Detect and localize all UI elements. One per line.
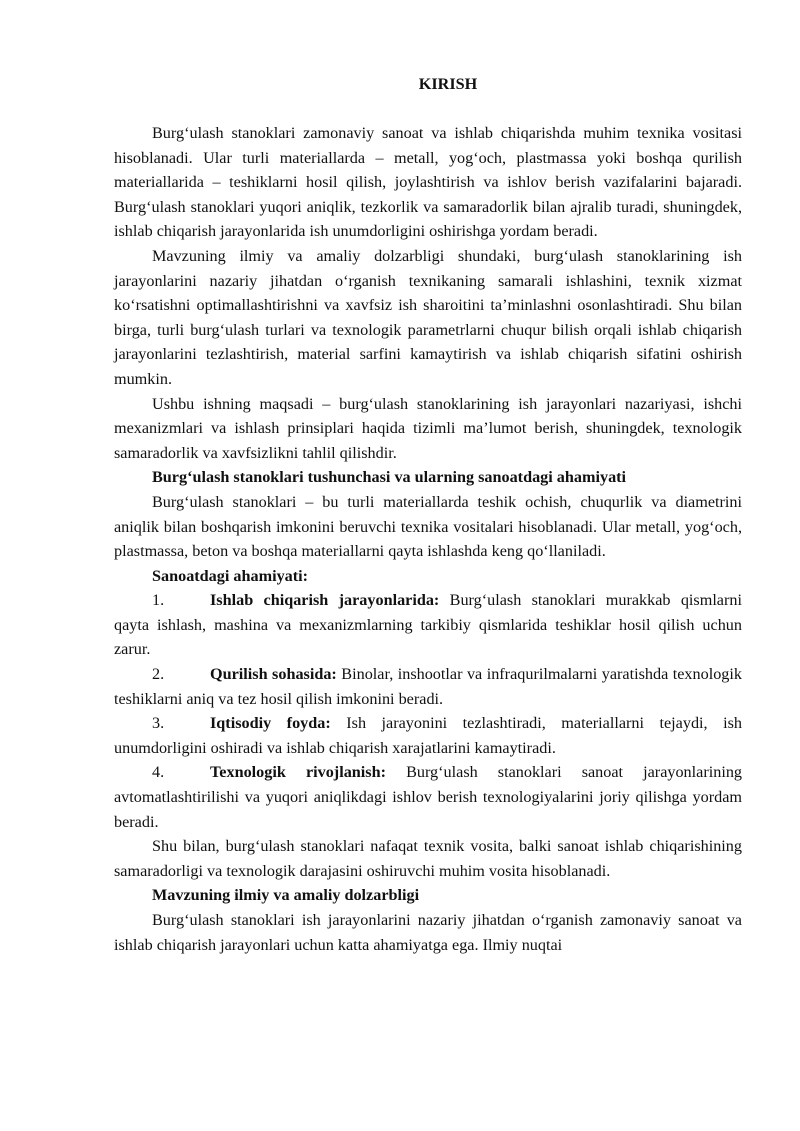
item-term: Qurilish sohasida: (210, 665, 337, 684)
concept-paragraph: Burg‘ulash stanoklari – bu turli materiallarda teshik ochish, chuqurlik va diametrini aniqlik bilan boshqarish imkonini beruvchi texnika vositalari hisoblanadi. Ular metall, yog‘och, plastmassa, beton va boshqa materiallarni qayta ishlashda keng qo‘llaniladi. (114, 492, 742, 561)
item-number: 2. (152, 665, 165, 684)
item-text: Burg‘ulash stanoklari sanoat jarayonlarining avtomatlashtirilishi va yuqori aniqlikdagi ishlov berish texnologiyalarini joriy qilishga yordam beradi. (114, 763, 743, 831)
item-text: Burg‘ulash stanoklari murakkab qismlarni qayta ishlash, mashina va mexanizmlarning tarkibiy qismlarida teshiklar hosil qilish uchun zarur. (114, 591, 742, 659)
importance-item-1 (114, 588, 742, 662)
relevance-paragraph: Burg‘ulash stanoklari ish jarayonlarini nazariy jihatdan o‘rganish zamonaviy sanoat va ishlab chiqarish jarayonlari uchun katta ahamiyatga ega. Ilmiy nuqtai (114, 911, 742, 954)
importance-item-2 (114, 662, 742, 711)
item-term: Ishlab chiqarish jarayonlarida: (210, 591, 440, 610)
importance-item-3 (114, 711, 742, 760)
document-page (114, 72, 742, 957)
item-text: Binolar, inshootlar va infraqurilmalarni yaratishda texnologik teshiklarni aniq va tez hosil qilish imkonini beradi. (114, 665, 742, 708)
item-term: Iqtisodiy foyda: (210, 714, 331, 733)
closing-paragraph: Shu bilan, burg‘ulash stanoklari nafaqat texnik vosita, balki sanoat ishlab chiqarishining samaradorligi va texnologik darajasini oshiruvchi muhim vosita hisoblanadi. (114, 837, 742, 880)
item-term: Texnologik rivojlanish: (210, 763, 386, 782)
importance-item-4 (114, 760, 742, 834)
intro-paragraph-2: Mavzuning ilmiy va amaliy dolzarbligi shundaki, burg‘ulash stanoklarining ish jarayonlarini nazariy jihatdan o‘rganish texnikaning samarali ishlashini, texnik xizmat ko‘rsatishni optimallashtirishni va xavfsiz ish sharoitini ta’minlashni osonlashtiradi. Shu bilan birga, turli burg‘ulash turlari va texnologik parametrlarni chuqur bilish orqali ishlab chiqarish jarayonlarini tezlashtirish, material sarfini kamaytirish va ishlab chiqarish sifatini oshirish mumkin. (114, 246, 742, 388)
item-number: 1. (152, 591, 165, 610)
section-heading-relevance: Mavzuning ilmiy va amaliy dolzarbligi (152, 886, 420, 905)
intro-paragraph-1: Burg‘ulash stanoklari zamonaviy sanoat va ishlab chiqarishda muhim texnika vositasi hisoblanadi. Ular turli materiallarda – metall, yog‘och, plastmassa yoki boshqa qurilish materiallarida – teshiklarni hosil qilish, joylashtirish va ishlov berish vazifalarini bajaradi. Burg‘ulash stanoklari yuqori aniqlik, tezkorlik va samaradorlik bilan ajralib turadi, shuningdek, ishlab chiqarish jarayonlarida ish unumdorligini oshirishga yordam beradi. (114, 124, 742, 241)
item-text: Ish jarayonini tezlashtiradi, materiallarni tejaydi, ish unumdorligini oshiradi va ishlab chiqarish xarajatlarini kamaytiradi. (114, 714, 742, 757)
document-title: KIRISH (418, 75, 478, 93)
item-number: 3. (152, 714, 165, 733)
section-heading-concept: Burg‘ulash stanoklari tushunchasi va ularning sanoatdagi ahamiyati (152, 468, 627, 487)
item-number: 4. (152, 763, 165, 782)
importance-heading: Sanoatdagi ahamiyati: (152, 566, 309, 585)
intro-paragraph-3: Ushbu ishning maqsadi – burg‘ulash stanoklarining ish jarayonlari nazariyasi, ishchi mexanizmlari va ishlash prinsiplari haqida tizimli ma’lumot berish, shuningdek, texnologik samaradorlik va xavfsizlikni tahlil qilishdir. (114, 394, 742, 462)
